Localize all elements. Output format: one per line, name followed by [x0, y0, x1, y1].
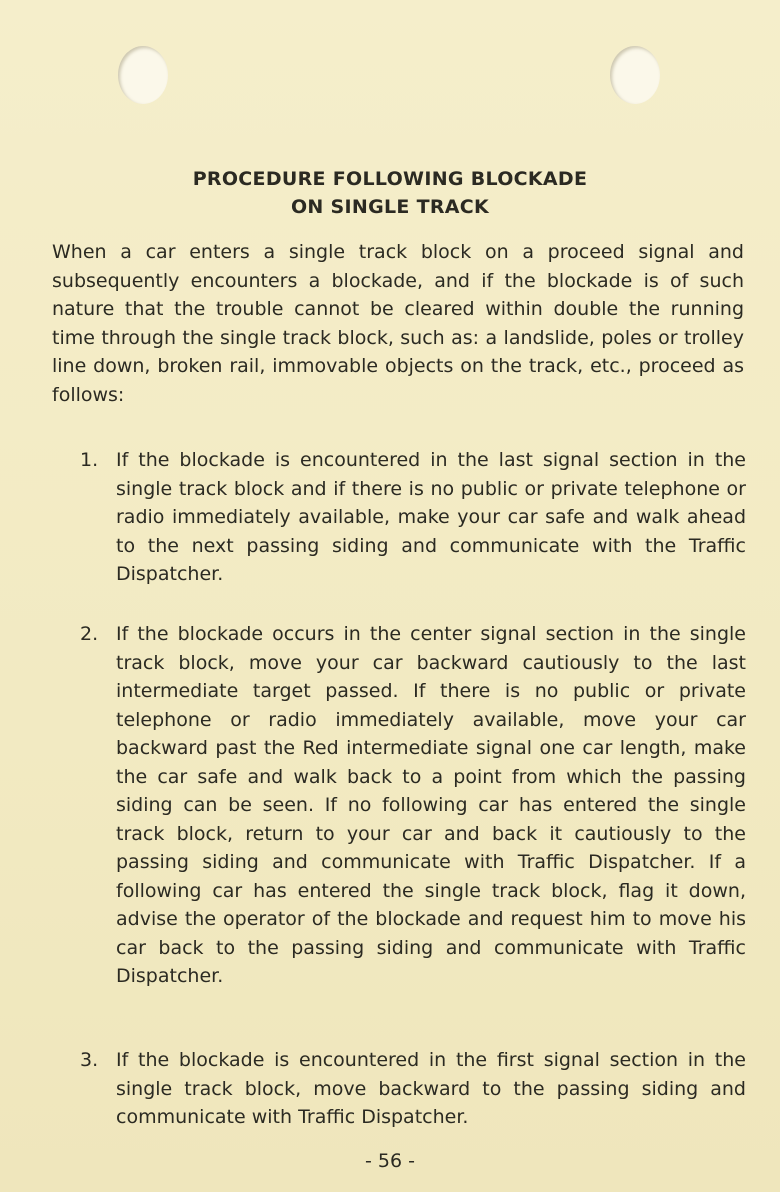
page-number: - 56 - — [365, 1150, 415, 1172]
punch-hole-right — [610, 46, 660, 104]
page-subtitle: ON SINGLE TRACK — [290, 196, 490, 218]
list-item — [80, 620, 746, 991]
list-item-text: If the blockade is encountered in the last signal section in the single track block and if there is no public or private telephone or radio immediately available, make your car safe and walk ahead to the next passing siding and communicate with the Traffic Dispatcher. — [116, 449, 746, 585]
page-title: PROCEDURE FOLLOWING BLOCKADE — [192, 168, 588, 190]
list-item-text: If the blockade is encountered in the first signal section in the single track block, move backward to the passing siding and communicate with Traffic Dispatcher. — [116, 1049, 746, 1128]
list-item-number: 1. — [80, 449, 99, 471]
list-item-number: 2. — [80, 623, 99, 645]
punch-hole-left — [118, 46, 168, 104]
list-item — [80, 446, 746, 589]
list-item-text: If the blockade occurs in the center signal section in the single track block, move your car backward cautiously to the last intermediate target passed. If there is no public or private telephone or radio immediately available, move your car backward past the Red intermediate signal one car length, make the car safe and walk back to a point from which the passing siding can be seen. If no following car has entered the single track block, return to your car and back it cautiously to the passing siding and communicate with Traffic Dispatcher. If a following car has entered the single track block, flag it down, advise the operator of the blockade and request him to move his car back to the passing siding and communicate with Traffic Dispatcher. — [116, 623, 746, 987]
list-item-number: 3. — [80, 1049, 99, 1071]
list-item — [80, 1046, 746, 1132]
intro-paragraph: When a car enters a single track block on a proceed signal and subsequently encounters a blockade, and if the blockade is of such nature that the trouble cannot be cleared within double the running time through the single track block, such as: a landslide, poles or trolley line down, broken rail, immovable objects on the track, etc., proceed as follows: — [52, 241, 744, 406]
